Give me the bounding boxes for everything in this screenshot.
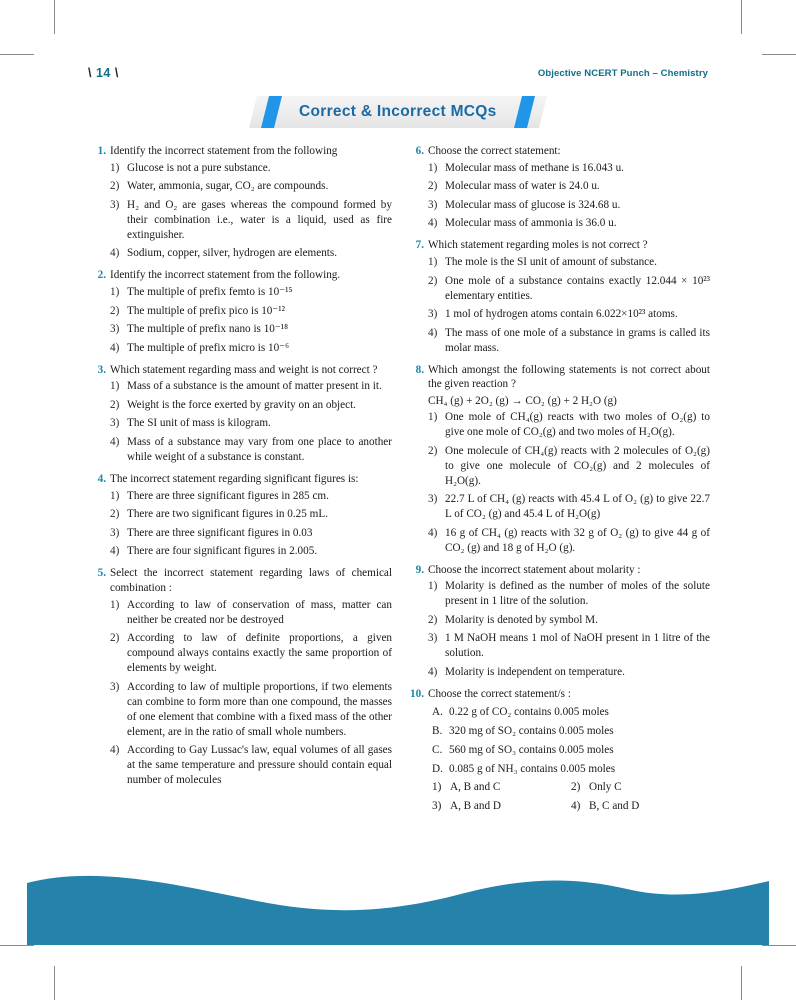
option-item[interactable] — [410, 410, 710, 440]
statement-item — [410, 762, 710, 777]
option-item[interactable] — [410, 198, 710, 213]
option-item[interactable] — [410, 631, 710, 661]
option-number: 4) — [110, 744, 120, 757]
option-text: 22.7 L of CH₄ (g) reacts with 45.4 L of O₂ (g) to give 22.7 L of CO₂ (g) and 45.4 L of H₂O(g) — [445, 493, 710, 521]
answer-choice-text: B, C and D — [589, 799, 640, 812]
right-column — [410, 144, 710, 819]
option-number: 3) — [428, 493, 438, 506]
answer-choice-number: 4) — [571, 799, 581, 812]
option-text: Glucose is not a pure substance. — [127, 161, 271, 174]
option-item[interactable] — [410, 274, 710, 304]
option-number: 1) — [428, 256, 438, 269]
option-list — [92, 598, 392, 789]
question-stem: The incorrect statement regarding significant figures is: — [110, 472, 359, 485]
banner-accent-left-icon — [261, 96, 282, 128]
option-text: Molarity is denoted by symbol M. — [445, 613, 598, 626]
option-text: Weight is the force exerted by gravity on an object. — [127, 398, 356, 411]
option-item[interactable] — [410, 326, 710, 356]
option-text: Molecular mass of ammonia is 36.0 u. — [445, 217, 617, 230]
answer-choice-number: 3) — [432, 799, 442, 812]
option-number: 3) — [428, 308, 438, 321]
option-item[interactable] — [92, 507, 392, 522]
statement-text: 0.085 g of NH₃ contains 0.005 moles — [449, 762, 616, 775]
option-number: 1) — [428, 161, 438, 174]
option-number: 2) — [110, 398, 120, 411]
option-item[interactable] — [410, 179, 710, 194]
crop-mark-top-left-horizontal — [0, 54, 34, 55]
option-number: 2) — [428, 180, 438, 193]
option-item[interactable] — [92, 304, 392, 319]
question-number: 10. — [410, 687, 424, 700]
option-text: H₂ and O₂ are gases whereas the compound formed by their combination i.e., water is a liquid, used as fire extinguisher. — [127, 198, 392, 241]
option-item[interactable] — [92, 285, 392, 300]
question-stem-row — [92, 566, 392, 596]
statement-item — [410, 705, 710, 720]
question-block — [92, 144, 392, 261]
statement-text: 560 mg of SO₃ contains 0.005 moles — [449, 743, 614, 756]
option-list — [92, 379, 392, 465]
option-list — [92, 161, 392, 262]
option-number: 2) — [428, 613, 438, 626]
option-number: 3) — [110, 680, 120, 693]
option-item[interactable] — [92, 246, 392, 261]
question-block — [92, 566, 392, 788]
option-item[interactable] — [410, 665, 710, 680]
option-item[interactable] — [410, 526, 710, 556]
question-block — [410, 363, 710, 556]
option-item[interactable] — [92, 198, 392, 243]
option-text: According to law of conservation of mass, matter can neither be created nor be destroyed — [127, 598, 392, 626]
option-text: One molecule of CH₄(g) reacts with 2 molecules of O₂(g) to give one molecule of CO₂(g) and 2 molecules of H₂O(g). — [445, 444, 710, 487]
option-list — [410, 410, 710, 556]
option-number: 2) — [110, 304, 120, 317]
option-text: One mole of a substance contains exactly 12.044 × 10²³ elementary entities. — [445, 274, 710, 302]
option-number: 1) — [110, 161, 120, 174]
option-list — [410, 579, 710, 680]
option-number: 3) — [110, 198, 120, 211]
question-content — [92, 144, 710, 819]
crop-mark-top-left-vertical — [54, 0, 55, 34]
section-banner — [249, 96, 547, 128]
option-text: Molarity is defined as the number of moles of the solute present in 1 litre of the solution. — [445, 580, 710, 608]
folio-slash-right: \ — [114, 66, 119, 80]
page-number: 14 — [95, 66, 111, 80]
question-stem: Identify the incorrect statement from the following. — [110, 269, 341, 282]
option-text: According to law of definite proportions, a given compound always contains exactly the same proportion of elements by weight. — [127, 632, 392, 675]
option-number: 3) — [110, 526, 120, 539]
statement-tag: A. — [432, 705, 443, 718]
question-stem: Which statement regarding mass and weight is not correct ? — [110, 363, 378, 376]
answer-choice[interactable] — [571, 800, 710, 812]
option-number: 2) — [428, 274, 438, 287]
option-item[interactable] — [92, 179, 392, 194]
option-item[interactable] — [410, 444, 710, 489]
option-item[interactable] — [92, 680, 392, 740]
question-block — [410, 687, 710, 812]
option-text: The multiple of prefix micro is 10⁻⁶ — [127, 341, 290, 354]
question-block — [410, 563, 710, 680]
option-item[interactable] — [410, 161, 710, 176]
statement-list — [410, 705, 710, 777]
option-item[interactable] — [92, 341, 392, 356]
option-number: 1) — [428, 411, 438, 424]
question-stem: Which statement regarding moles is not correct ? — [428, 239, 648, 252]
option-text: There are four significant figures in 2.005. — [127, 545, 318, 558]
section-title: Correct & Incorrect MCQs — [299, 103, 497, 120]
option-number: 4) — [428, 526, 438, 539]
crop-mark-bottom-left-horizontal — [0, 945, 34, 946]
option-text: There are three significant figures in 285 cm. — [127, 489, 329, 502]
question-number: 8. — [415, 363, 424, 376]
option-text: The multiple of prefix nano is 10⁻¹⁸ — [127, 323, 289, 336]
footer-wave-decoration — [27, 869, 769, 945]
question-number: 4. — [97, 472, 106, 485]
option-text: Molecular mass of methane is 16.043 u. — [445, 161, 624, 174]
answer-choice[interactable] — [571, 781, 710, 793]
question-block — [92, 363, 392, 465]
option-number: 4) — [110, 435, 120, 448]
option-text: Molecular mass of water is 24.0 u. — [445, 180, 600, 193]
option-text: Mass of a substance may vary from one place to another while weight of a substance is constant. — [127, 435, 392, 463]
option-item[interactable] — [92, 398, 392, 413]
option-text: One mole of CH₄(g) reacts with two moles of O₂(g) to give one mole of CO₂(g) and two moles of H₂O(g). — [445, 411, 710, 439]
question-number: 9. — [415, 563, 424, 576]
option-list — [410, 161, 710, 232]
question-stem: Select the incorrect statement regarding laws of chemical combination : — [110, 567, 392, 594]
option-item[interactable] — [92, 416, 392, 431]
option-text: According to Gay Lussac's law, equal volumes of all gases at the same temperature and pressure should contain equal number of molecules — [127, 744, 392, 787]
answer-choice-text: A, B and D — [450, 799, 501, 812]
option-number: 4) — [428, 665, 438, 678]
question-stem: Identify the incorrect statement from the following — [110, 145, 338, 157]
question-stem: Choose the incorrect statement about molarity : — [428, 563, 641, 576]
question-block — [410, 144, 710, 231]
question-stem-row — [92, 268, 392, 283]
option-text: 1 mol of hydrogen atoms contain 6.022×10²³ atoms. — [445, 308, 678, 321]
option-number: 4) — [110, 545, 120, 558]
option-text: Molarity is independent on temperature. — [445, 665, 625, 678]
statement-text: 320 mg of SO₂ contains 0.005 moles — [449, 724, 614, 737]
crop-mark-top-right-vertical — [741, 0, 742, 34]
option-text: Molecular mass of glucose is 324.68 u. — [445, 198, 621, 211]
option-item[interactable] — [92, 322, 392, 337]
option-item[interactable] — [410, 216, 710, 231]
option-number: 3) — [110, 323, 120, 336]
option-item[interactable] — [92, 379, 392, 394]
option-number: 1) — [110, 598, 120, 611]
option-item[interactable] — [92, 161, 392, 176]
option-item[interactable] — [92, 435, 392, 465]
answer-choice-number: 2) — [571, 780, 581, 793]
option-number: 2) — [110, 180, 120, 193]
question-stem-row — [92, 144, 392, 159]
crop-mark-bottom-right-vertical — [741, 966, 742, 1000]
option-number: 3) — [428, 198, 438, 211]
question-stem-row — [410, 238, 710, 253]
option-item[interactable] — [410, 255, 710, 270]
answer-choice[interactable] — [432, 781, 571, 793]
option-text: The SI unit of mass is kilogram. — [127, 417, 271, 430]
crop-mark-bottom-left-vertical — [54, 966, 55, 1000]
option-item[interactable] — [92, 489, 392, 504]
option-number: 2) — [428, 444, 438, 457]
question-stem-row — [410, 563, 710, 578]
option-text: 1 M NaOH means 1 mol of NaOH present in 1 litre of the solution. — [445, 632, 710, 660]
question-block — [410, 238, 710, 355]
option-text: There are two significant figures in 0.25 mL. — [127, 508, 329, 521]
option-item[interactable] — [92, 526, 392, 541]
option-text: Water, ammonia, sugar, CO₂ are compounds. — [127, 180, 329, 193]
option-number: 1) — [110, 380, 120, 393]
option-item[interactable] — [410, 613, 710, 628]
question-number: 3. — [97, 363, 106, 376]
option-number: 4) — [428, 217, 438, 230]
option-text: The mole is the SI unit of amount of substance. — [445, 256, 657, 269]
option-text: There are three significant figures in 0.03 — [127, 526, 313, 539]
question-number: 2. — [97, 269, 106, 282]
chemical-equation: CH₄ (g) + 2O₂ (g) → CO₂ (g) + 2 H₂O (g) — [428, 395, 617, 408]
option-text: The mass of one mole of a substance in grams is called its molar mass. — [445, 326, 710, 354]
option-number: 2) — [110, 632, 120, 645]
option-number: 2) — [110, 508, 120, 521]
option-item[interactable] — [410, 579, 710, 609]
option-number: 1) — [110, 489, 120, 502]
option-number: 3) — [110, 417, 120, 430]
question-number: 5. — [97, 567, 106, 580]
option-item[interactable] — [410, 492, 710, 522]
question-number: 7. — [415, 239, 424, 252]
crop-mark-bottom-right-horizontal — [762, 945, 796, 946]
answer-choice-number: 1) — [432, 780, 442, 793]
answer-choice-text: A, B and C — [450, 780, 501, 793]
option-list — [92, 285, 392, 356]
question-block — [92, 268, 392, 355]
book-title: Objective NCERT Punch – Chemistry — [537, 68, 708, 79]
statement-text: 0.22 g of CO₂ contains 0.005 moles — [449, 705, 609, 718]
option-text: 16 g of CH₄ (g) reacts with 32 g of O₂ (g) to give 44 g of CO₂ (g) and 18 g of H₂O (g). — [445, 526, 710, 554]
statement-tag: B. — [432, 724, 443, 737]
option-item[interactable] — [92, 544, 392, 559]
crop-mark-top-right-horizontal — [762, 54, 796, 55]
question-stem-row — [92, 472, 392, 487]
option-number: 1) — [428, 580, 438, 593]
option-text: The multiple of prefix femto is 10⁻¹⁵ — [127, 286, 293, 299]
question-stem: Which amongst the following statements is not correct about the given reaction ? — [428, 363, 710, 391]
statement-item — [410, 724, 710, 739]
page-header — [88, 66, 708, 86]
option-list — [92, 489, 392, 560]
statement-tag: C. — [432, 743, 443, 756]
answer-choice-grid — [410, 781, 710, 812]
option-item[interactable] — [92, 631, 392, 676]
question-stem-row — [410, 144, 710, 159]
option-text: The multiple of prefix pico is 10⁻¹² — [127, 304, 286, 317]
option-text: Sodium, copper, silver, hydrogen are elements. — [127, 247, 338, 260]
option-text: Mass of a substance is the amount of matter present in it. — [127, 380, 382, 393]
option-item[interactable] — [92, 743, 392, 788]
option-text: According to law of multiple proportions, if two elements can combine to form more than one compound, the masses of one element that combine with a fixed mass of the other element, are in the ratio of small whole numbers. — [127, 680, 392, 738]
option-number: 1) — [110, 286, 120, 299]
page-folio — [88, 66, 119, 80]
banner-accent-right-icon — [514, 96, 535, 128]
answer-choice-text: Only C — [589, 780, 622, 793]
question-block — [92, 472, 392, 559]
option-number: 3) — [428, 632, 438, 645]
option-item[interactable] — [92, 598, 392, 628]
left-column — [92, 144, 392, 819]
question-number: 1. — [97, 145, 106, 157]
question-stem: Choose the correct statement/s : — [428, 687, 571, 700]
statement-tag: D. — [432, 762, 443, 775]
question-stem-row — [410, 687, 710, 702]
question-number: 6. — [415, 145, 424, 157]
question-stem-row — [92, 363, 392, 378]
answer-choice[interactable] — [432, 800, 571, 812]
question-stem: Choose the correct statement: — [428, 145, 561, 157]
question-stem-row — [410, 363, 710, 393]
statement-item — [410, 743, 710, 758]
option-item[interactable] — [410, 307, 710, 322]
section-banner-wrapper — [0, 96, 796, 128]
option-list — [410, 255, 710, 356]
option-number: 4) — [110, 247, 120, 260]
folio-slash-left: \ — [88, 66, 92, 80]
option-number: 4) — [110, 341, 120, 354]
option-number: 4) — [428, 326, 438, 339]
